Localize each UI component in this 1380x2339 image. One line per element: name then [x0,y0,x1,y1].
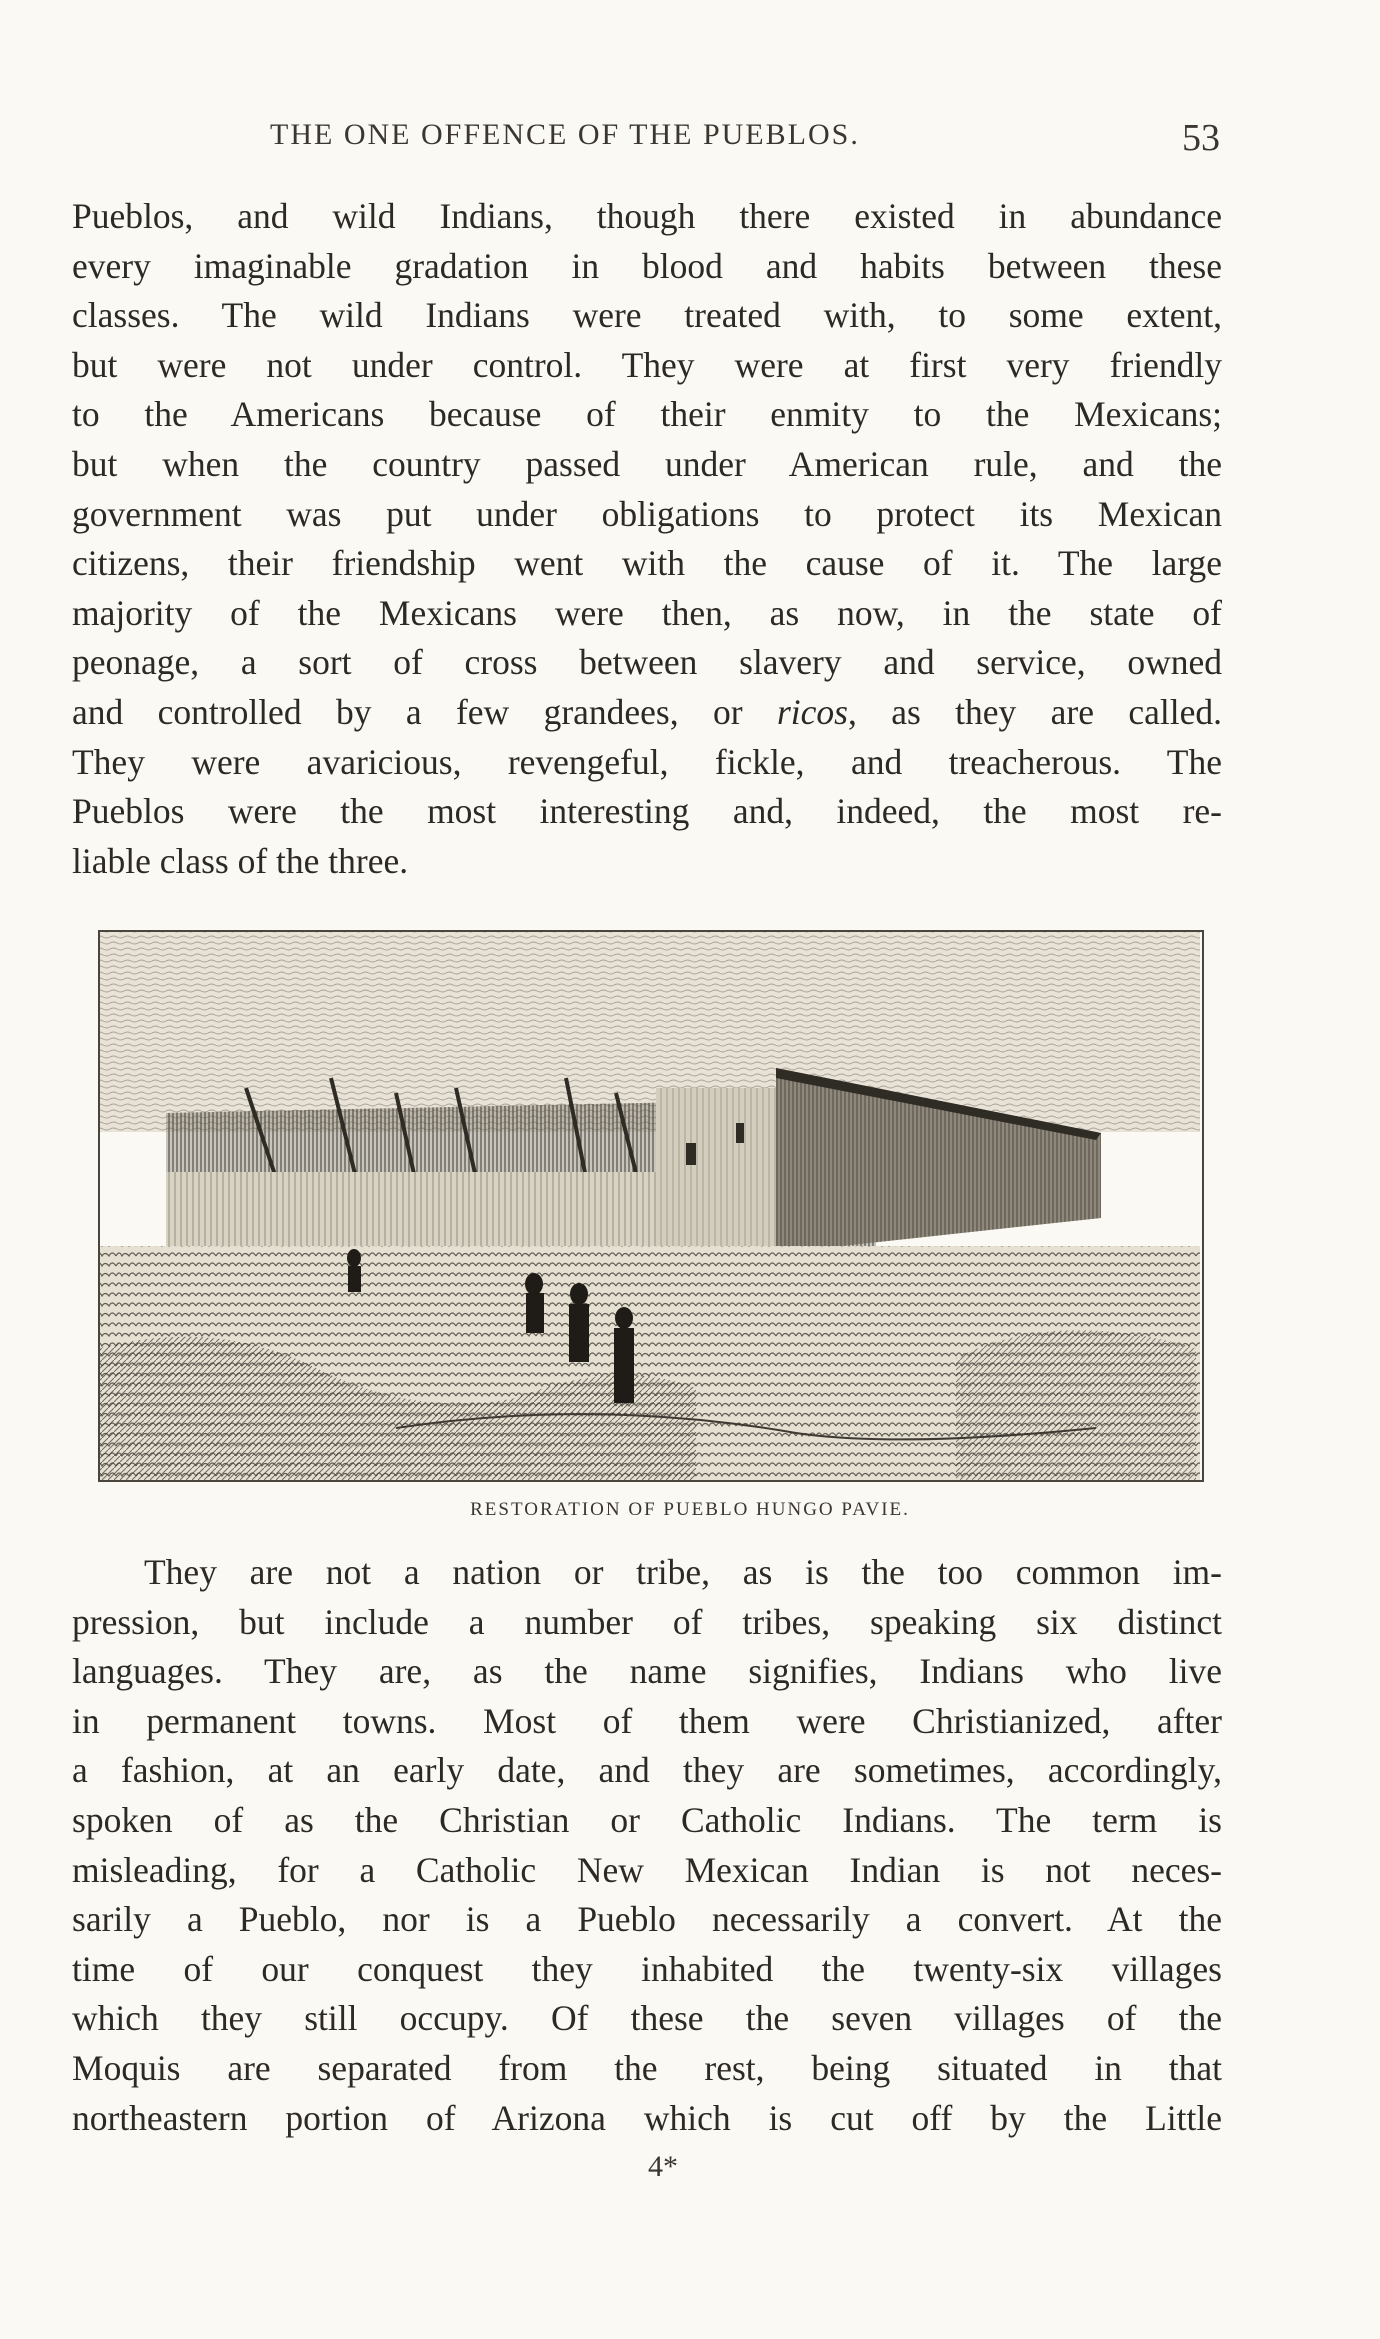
text-line: majority of the Mexicans were then, as now, in the state of [72,592,1222,633]
text-line: spoken of as the Christian or Catholic Indians. The term is [72,1799,1222,1840]
text-line: but when the country passed under American rule, and the [72,443,1222,484]
text-line: Pueblos were the most interesting and, indeed, the most re- [72,791,1222,832]
text-line: peonage, a sort of cross between slavery and service, owned [72,642,1222,683]
text-line: northeastern portion of Arizona which is cut off by the Little [72,2097,1222,2138]
text-line: classes. The wild Indians were treated with, to some extent, [72,295,1222,336]
text-line: in permanent towns. Most of them were Christianized, after [72,1700,1222,1741]
figure-caption: RESTORATION OF PUEBLO HUNGO PAVIE. [470,1499,910,1520]
italic-term: ricos [776,691,848,732]
text-line: citizens, their friendship went with the cause of it. The large [72,543,1222,584]
engraving-image [96,928,1206,1484]
text-line: languages. They are, as the name signifies, Indians who live [72,1651,1222,1692]
text-line: Moquis are separated from the rest, being situated in that [72,2047,1222,2088]
text-line: misleading, for a Catholic New Mexican Indian is not neces- [72,1849,1222,1890]
running-title: THE ONE OFFENCE OF THE PUEBLOS. [270,118,860,151]
text-line: government was put under obligations to protect its Mexican [72,493,1222,534]
page-number: 53 [1182,117,1220,159]
illustration-pueblo [96,928,1206,1484]
text-segment: and controlled by a few grandees, or [72,691,777,732]
text-segment: , as they are called. [847,691,1222,732]
text-line: They were avaricious, revengeful, fickle, and treacherous. The [72,741,1222,782]
text-line: time of our conquest they inhabited the twenty-six villages [72,1948,1222,1989]
signature-mark: 4* [648,2150,678,2183]
text-line-with-italic [72,688,1222,738]
text-line: sarily a Pueblo, nor is a Pueblo necessarily a convert. At the [72,1899,1222,1940]
text-line: Pueblos, and wild Indians, though there existed in abundance [72,196,1222,236]
text-line: which they still occupy. Of these the seven villages of the [72,1998,1222,2039]
text-line: They are not a nation or tribe, as is the too common im- [144,1552,1222,1592]
paragraph-2 [72,1548,1222,2143]
paragraph-1 [72,192,1222,886]
text-line: a fashion, at an early date, and they are sometimes, accordingly, [72,1750,1222,1791]
text-line: liable class of the three. [72,840,409,881]
text-line: pression, but include a number of tribes, speaking six distinct [72,1601,1222,1642]
text-line: to the Americans because of their enmity to the Mexicans; [72,394,1222,435]
text-line: but were not under control. They were at first very friendly [72,344,1222,385]
text-line: every imaginable gradation in blood and habits between these [72,245,1222,286]
